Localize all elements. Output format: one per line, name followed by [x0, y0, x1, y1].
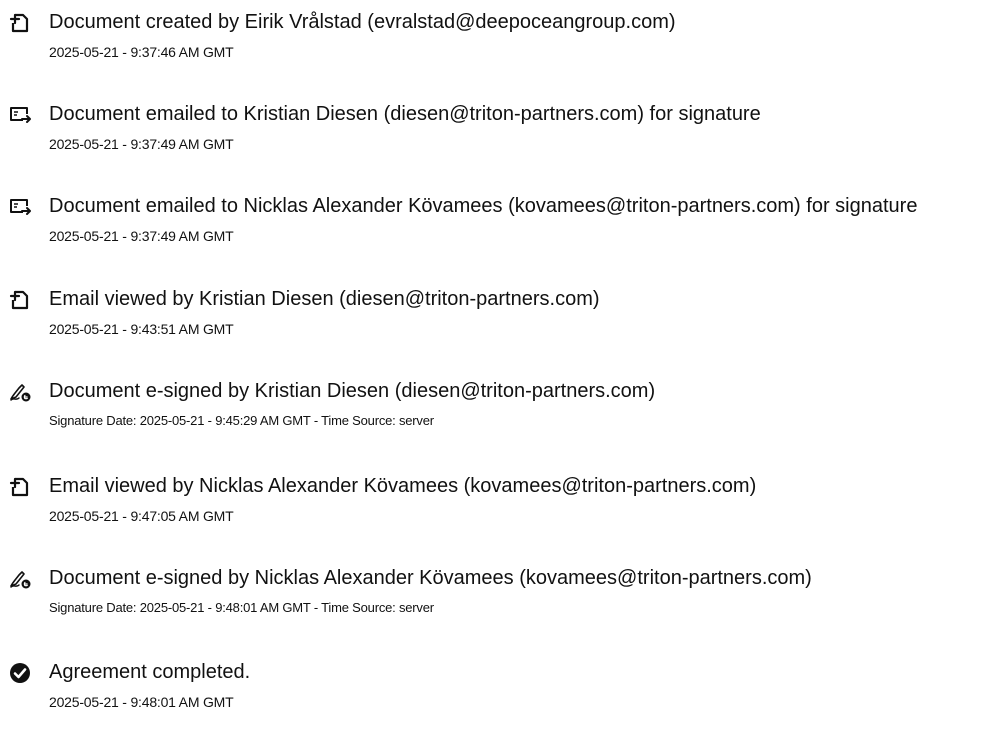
audit-event-created [0, 13, 991, 93]
event-title: Document e-signed by Kristian Diesen (diesen@triton-partners.com) [49, 380, 656, 402]
audit-event-completed [0, 663, 991, 743]
signature-icon [8, 380, 32, 404]
event-title: Agreement completed. [49, 661, 251, 683]
event-timestamp: 2025-05-21 - 9:43:51 AM GMT [49, 321, 234, 337]
event-title: Document created by Eirik Vrålstad (evralstad@deepoceangroup.com) [49, 11, 676, 33]
audit-event-signed [0, 569, 991, 649]
event-title: Document emailed to Nicklas Alexander Kövamees (kovamees@triton-partners.com) for signature [49, 195, 918, 217]
event-signature-date: Signature Date: 2025-05-21 - 9:45:29 AM GMT - Time Source: server [49, 413, 434, 428]
event-title: Document emailed to Kristian Diesen (diesen@triton-partners.com) for signature [49, 103, 761, 125]
email-sent-icon [8, 195, 32, 219]
audit-event-signed [0, 382, 991, 462]
document-icon [8, 11, 32, 35]
email-sent-icon [8, 103, 32, 127]
audit-event-emailed [0, 105, 991, 185]
document-icon [8, 475, 32, 499]
event-timestamp: 2025-05-21 - 9:37:46 AM GMT [49, 44, 234, 60]
event-timestamp: 2025-05-21 - 9:37:49 AM GMT [49, 136, 234, 152]
audit-event-viewed [0, 477, 991, 557]
event-timestamp: 2025-05-21 - 9:47:05 AM GMT [49, 508, 234, 524]
event-timestamp: 2025-05-21 - 9:37:49 AM GMT [49, 228, 234, 244]
document-icon [8, 288, 32, 312]
signature-icon [8, 567, 32, 591]
event-signature-date: Signature Date: 2025-05-21 - 9:48:01 AM GMT - Time Source: server [49, 600, 434, 615]
event-title: Email viewed by Kristian Diesen (diesen@triton-partners.com) [49, 288, 600, 310]
event-timestamp: 2025-05-21 - 9:48:01 AM GMT [49, 694, 234, 710]
check-circle-icon [8, 661, 32, 685]
audit-event-emailed [0, 197, 991, 277]
event-title: Email viewed by Nicklas Alexander Kövamees (kovamees@triton-partners.com) [49, 475, 757, 497]
audit-event-viewed [0, 290, 991, 370]
event-title: Document e-signed by Nicklas Alexander Kövamees (kovamees@triton-partners.com) [49, 567, 812, 589]
